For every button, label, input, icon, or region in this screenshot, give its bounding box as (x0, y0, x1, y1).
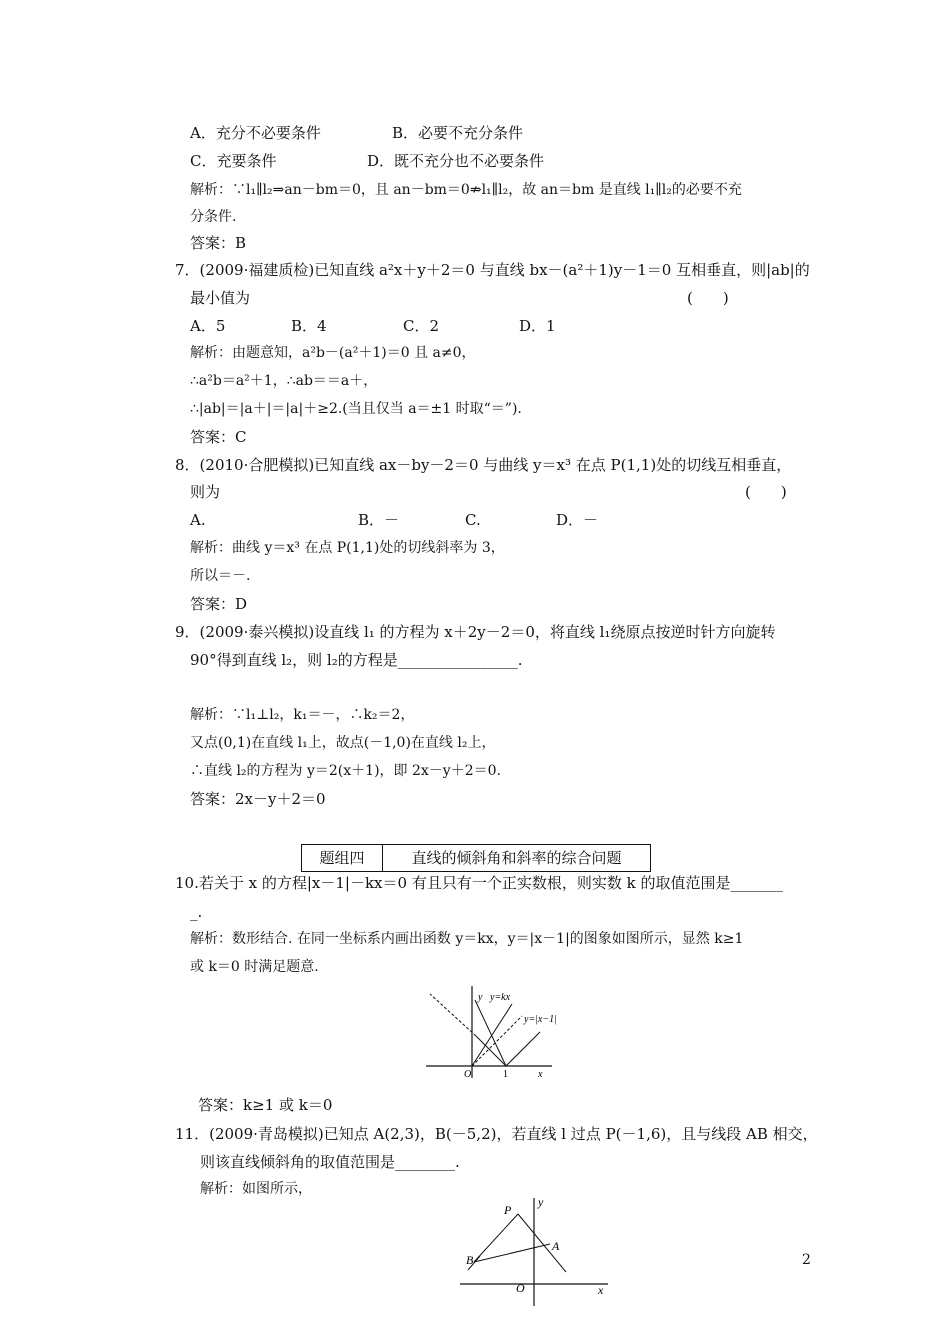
option-d: D．既不充分也不必要条件 (367, 152, 545, 170)
option-a: A．充分不必要条件 (190, 124, 321, 142)
figure-kx-abs (420, 982, 580, 1082)
x-axis-label: x (538, 1069, 543, 1080)
solution-line: 解析：如图所示， (200, 1181, 312, 1197)
question-11: 11．(2009·青岛模拟)已知点 A(2,3)，B(－5,2)，若直线 l 过点 P(－1,6)，且与线段 AB 相交， (175, 1125, 818, 1143)
tick-one-label: 1 (503, 1069, 508, 1080)
section-title: 直线的倾斜角和斜率的综合问题 (411, 849, 622, 867)
solution-line: 所以＝－. (190, 568, 251, 584)
option-a: A. (190, 511, 206, 529)
section-group-label: 题组四 (302, 845, 383, 871)
question-line: 则为 (190, 483, 221, 501)
abs-label: y=|x−1| (524, 1014, 557, 1025)
x-axis-label: x (598, 1283, 604, 1297)
page-number: 2 (802, 1252, 811, 1268)
solution-line: 解析：数形结合. 在同一坐标系内画出函数 y＝kx，y＝|x－1|的图象如图所示，显然 k≥1 (190, 931, 744, 947)
answer-line: 答案：C (190, 428, 247, 446)
option-c: C. (465, 511, 481, 529)
option-c: C．充要条件 (190, 152, 277, 170)
option-a: A．5 (190, 317, 226, 335)
question-line: 最小值为 (190, 289, 251, 307)
solution-line: 解析：由题意知，a²b－(a²＋1)＝0 且 a≠0， (190, 345, 476, 361)
point-a-label: A (552, 1239, 560, 1253)
answer-blank: ( ) (687, 289, 729, 307)
question-line: 90°得到直线 l₂，则 l₂的方程是________________. (190, 651, 523, 669)
answer-line: 答案：D (190, 595, 248, 613)
answer-line: 答案：2x－y＋2＝0 (190, 790, 326, 808)
option-b: B．－ (358, 511, 400, 529)
option-c: C．2 (403, 317, 440, 335)
option-d: D．1 (519, 317, 556, 335)
solution-line: ∴a²b＝a²＋1，∴ab＝＝a＋， (190, 373, 378, 389)
answer-line: 答案：k≥1 或 k＝0 (198, 1096, 333, 1114)
solution-line: ∴直线 l₂的方程为 y＝2(x＋1)，即 2x－y＋2＝0. (190, 763, 501, 779)
solution-line: 或 k＝0 时满足题意. (190, 959, 319, 975)
point-b-label: B (466, 1253, 474, 1267)
figure-pab (450, 1192, 620, 1312)
question-8: 8．(2010·合肥模拟)已知直线 ax－by－2＝0 与曲线 y＝x³ 在点 P(1,1)处的切线互相垂直， (175, 456, 792, 474)
solution-line: 分条件. (190, 209, 237, 225)
question-line: 则该直线倾斜角的取值范围是________. (200, 1153, 460, 1171)
kx-label: y=kx (490, 992, 511, 1003)
section-header (301, 844, 651, 872)
solution-line: 解析：曲线 y＝x³ 在点 P(1,1)处的切线斜率为 3， (190, 540, 505, 556)
question-9: 9．(2009·泰兴模拟)设直线 l₁ 的方程为 x＋2y－2＝0，将直线 l₁绕原点按逆时针方向旋转 (175, 623, 776, 641)
y-axis-label: y (538, 1195, 544, 1209)
origin-label: O (516, 1281, 525, 1295)
solution-line: 又点(0,1)在直线 l₁上，故点(－1,0)在直线 l₂上， (190, 735, 496, 751)
option-d: D．－ (556, 511, 599, 529)
question-line: _. (190, 903, 203, 921)
solution-line: 解析：∵l₁∥l₂⇒an－bm＝0，且 an－bm＝0⇏l₁∥l₂，故 an＝bm 是直线 l₁∥l₂的必要不充 (190, 182, 742, 198)
origin-label: O (464, 1069, 472, 1080)
question-7: 7．(2009·福建质检)已知直线 a²x＋y＋2＝0 与直线 bx－(a²＋1)y－1＝0 互相垂直，则|ab|的 (175, 261, 810, 279)
y-axis-label: y (478, 992, 483, 1003)
option-b: B．4 (291, 317, 327, 335)
point-p-label: P (504, 1203, 512, 1217)
solution-line: 解析：∵l₁⊥l₂，k₁＝－，∴k₂＝2， (190, 707, 415, 723)
option-b: B．必要不充分条件 (392, 124, 524, 142)
answer-line: 答案：B (190, 234, 247, 252)
question-10: 10.若关于 x 的方程|x－1|－kx＝0 有且只有一个正实数根，则实数 k 的取值范围是_______ (175, 874, 783, 892)
solution-line: ∴|ab|＝|a＋|＝|a|＋≥2.(当且仅当 a＝±1 时取“＝”). (190, 401, 522, 417)
answer-blank: ( ) (745, 483, 787, 501)
